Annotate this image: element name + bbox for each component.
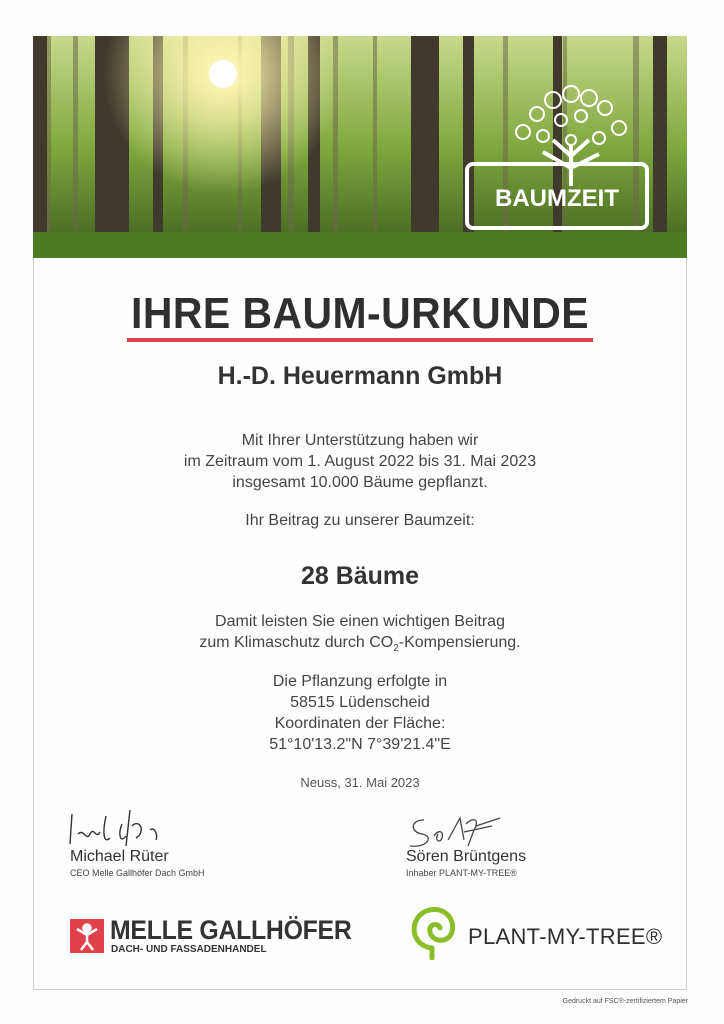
climate-line: Damit leisten Sie einen wichtigen Beitrag [215, 613, 505, 630]
plant-my-tree-name: PLANT-MY-TREE® [468, 924, 663, 949]
signer-role: CEO Melle Gallhöfer Dach GmbH [70, 868, 205, 878]
climate-text [33, 611, 687, 659]
title-underline [127, 338, 593, 342]
contribution-label: Ihr Beitrag zu unserer Baumzeit: [245, 512, 475, 529]
forest-banner [33, 36, 687, 258]
climate-line: zum Klimaschutz durch $CO_2$-Kompensierung. [199, 634, 521, 655]
support-line: Mit Ihrer Unterstützung haben wir [241, 432, 479, 449]
forest-image [33, 36, 687, 258]
planting-coordinates: 51°10'13.2"N 7°39'21.4"E [269, 736, 451, 753]
planting-location: 58515 Lüdenscheid [290, 694, 430, 711]
planting-line: Koordinaten der Fläche: [274, 715, 446, 732]
planting-line: Die Pflanzung erfolgte in [272, 673, 448, 690]
contribution-value: 28 Bäume [300, 562, 420, 590]
support-line: insgesamt 10.000 Bäume gepflanzt. [232, 474, 488, 491]
baumzeit-logo-text: BAUMZEIT [495, 185, 619, 212]
support-line: im Zeitraum vom 1. August 2022 bis 31. Mai 2023 [183, 453, 537, 470]
signature-right [406, 848, 526, 878]
plant-my-tree-spiral-icon [404, 902, 460, 960]
support-text [33, 430, 687, 493]
planting-text [33, 671, 687, 755]
signer-name: Sören Brüntgens [406, 848, 527, 865]
signature-left [70, 848, 205, 878]
signer-name: Michael Rüter [70, 848, 169, 865]
plant-my-tree-logo [404, 902, 663, 965]
melle-subtitle: DACH- UND FASSADENHANDEL [111, 944, 267, 955]
company-name: H.-D. Heuermann GmbH [217, 362, 503, 390]
print-note: Gedruckt auf FSC®-zertifiziertem Papier [562, 998, 688, 1005]
place-date: Neuss, 31. Mai 2023 [300, 775, 420, 790]
melle-name: MELLE GALLHÖFER [110, 915, 352, 945]
signature-right-scribble [404, 806, 514, 852]
melle-figure-icon [70, 919, 104, 953]
certificate-title: IHRE BAUM-URKUNDE [130, 289, 589, 338]
signature-left-scribble [66, 804, 176, 850]
signer-role: Inhaber PLANT-MY-TREE® [406, 868, 517, 878]
